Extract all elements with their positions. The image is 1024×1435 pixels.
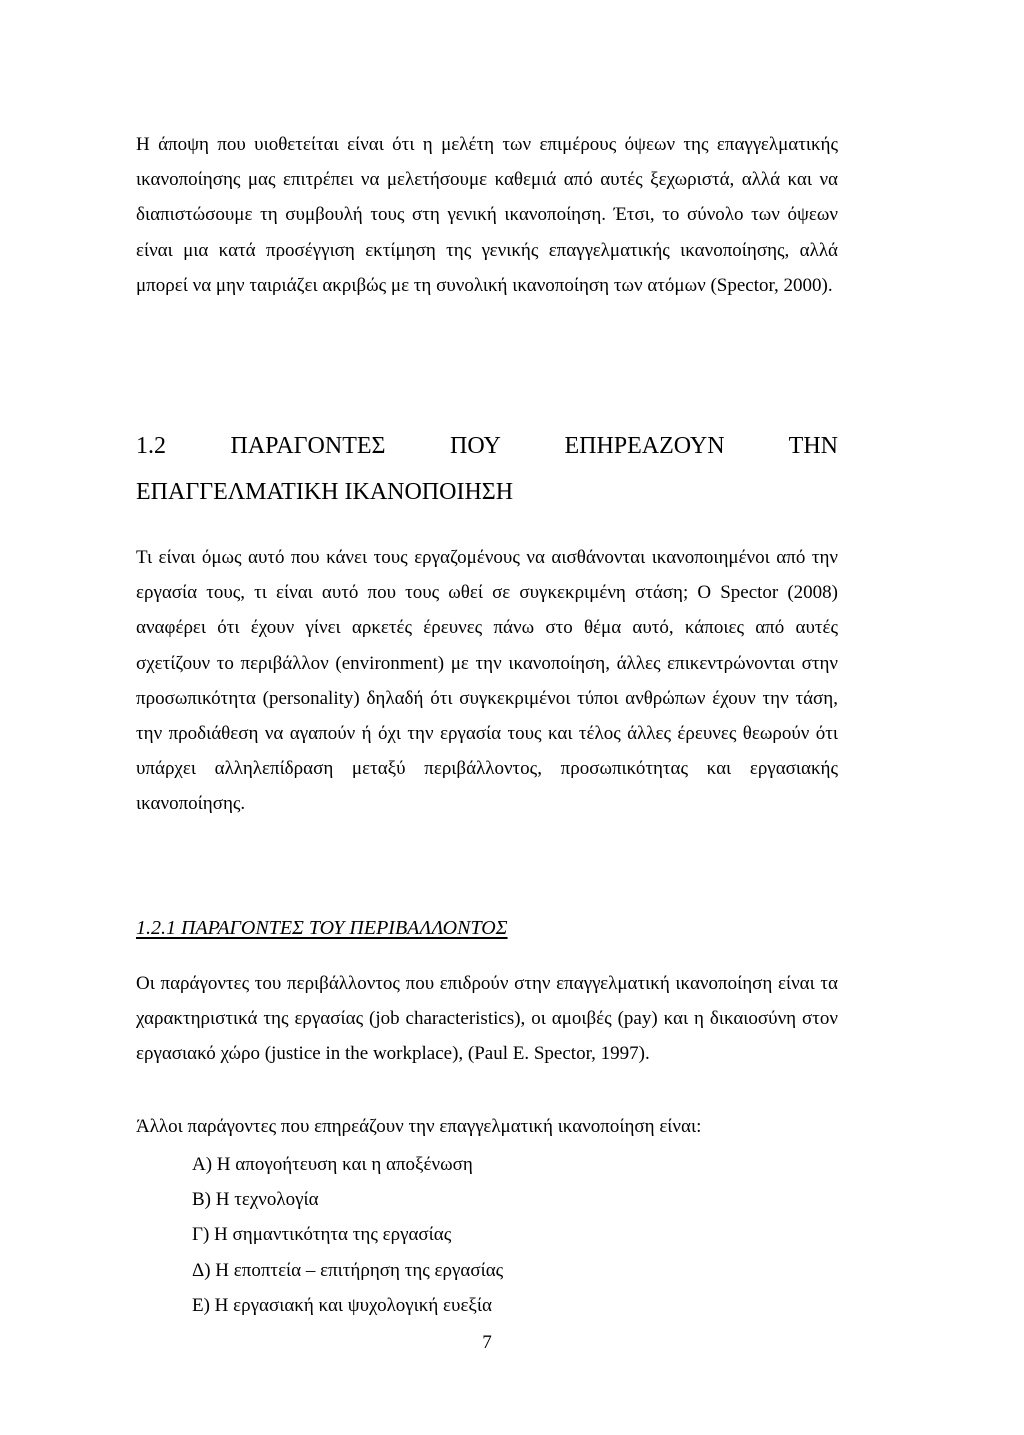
subsection-heading: 1.2.1 ΠΑΡΑΓΟΝΤΕΣ ΤΟΥ ΠΕΡΙΒΑΛΛΟΝΤΟΣ xyxy=(136,917,508,939)
section-heading-line1: 1.2 ΠΑΡΑΓΟΝΤΕΣ ΠΟΥ ΕΠΗΡΕΑΖΟΥΝ ΤΗΝ xyxy=(136,433,838,459)
intro-paragraph: Η άποψη που υιοθετείται είναι ότι η μελέτη των επιμέρους όψεων της επαγγελματικής ικανοποίησης μας επιτρέπει να μελετήσουμε καθεμιά από αυτές ξεχωριστά, αλλά και να διαπιστώσουμε τη συμβουλή τους στη γενική ικανοποίηση. Έτσι, το σύνολο των όψεων είναι μια κατά προσέγγιση εκτίμηση της γενικής επαγγελματικής ικανοποίησης, αλλά μπορεί να μην ταιριάζει ακριβώς με τη συνολική ικανοποίηση των ατόμων (Spector, 2000). xyxy=(136,134,838,296)
list-item: Δ) Η εποπτεία – επιτήρηση της εργασίας xyxy=(192,1259,504,1281)
document-page xyxy=(136,0,838,1435)
list-item: Α) Η απογοήτευση και η αποξένωση xyxy=(192,1154,473,1175)
subsection-paragraph: Οι παράγοντες του περιβάλλοντος που επιδρούν στην επαγγελματική ικανοποίηση είναι τα χαρακτηριστικά της εργασίας (job characteristics), οι αμοιβές (pay) και η δικαιοσύνη στον εργασιακό χώρο (justice in the workplace), (Paul E. Spector, 1997). xyxy=(136,973,838,1065)
section-heading-line2: ΕΠΑΓΓΕΛΜΑΤΙΚΗ ΙΚΑΝΟΠΟΙΗΣΗ xyxy=(136,479,514,505)
list-item: Β) Η τεχνολογία xyxy=(192,1189,319,1211)
page-number: 7 xyxy=(482,1332,492,1353)
factors-list xyxy=(192,1147,503,1323)
section-paragraph: Τι είναι όμως αυτό που κάνει τους εργαζομένους να αισθάνονται ικανοποιημένοι από την εργασία τους, τι είναι αυτό που τους ωθεί σε συγκεκριμένη στάση; Ο Spector (2008) αναφέρει ότι έχουν γίνει αρκετές έρευνες πάνω στο θέμα αυτό, κάποιες από αυτές σχετίζουν το περιβάλλον (environment) με την ικανοποίηση, άλλες επικεντρώνονται στην προσωπικότητα (personality) δηλαδή ότι συγκεκριμένοι τύποι ανθρώπων έχουν την τάση, την προδιάθεση να αγαπούν ή όχι την εργασία τους και τέλος άλλες έρευνες θεωρούν ότι υπάρχει αλληλεπίδραση μεταξύ περιβάλλοντος, προσωπικότητας και εργασιακής ικανοποίησης. xyxy=(136,547,838,815)
list-item: Ε) Η εργασιακή και ψυχολογική ευεξία xyxy=(192,1294,492,1316)
list-item: Γ) Η σημαντικότητα της εργασίας xyxy=(192,1224,452,1246)
other-factors-intro: Άλλοι παράγοντες που επηρεάζουν την επαγγελματική ικανοποίηση είναι: xyxy=(136,1116,702,1137)
